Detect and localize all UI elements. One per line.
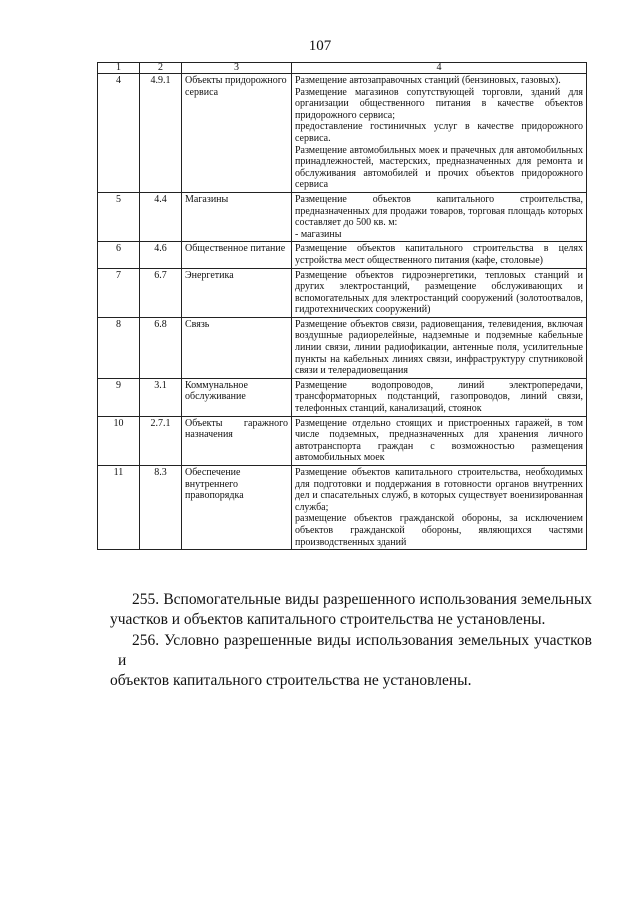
- row-number: 8: [98, 317, 140, 378]
- use-name: Коммунальное обслуживание: [182, 378, 292, 416]
- description-paragraph: - магазины: [295, 228, 342, 240]
- table-header-row: [98, 63, 587, 74]
- table-row: [98, 466, 587, 550]
- use-code: 4.4: [140, 192, 182, 241]
- use-description: [292, 466, 587, 550]
- paragraph-line: участков и объектов капитального строительства не установлены.: [110, 611, 546, 628]
- description-paragraph: Размещение объектов капитального строительства, необходимых для подготовки и поддержания в готовности органов внутренних дел и спасательных служб, в которых существует военизированная служба;: [295, 467, 583, 513]
- use-description: [292, 416, 587, 465]
- paragraph-255: [110, 590, 592, 630]
- page-number: 107: [308, 38, 332, 54]
- use-name: Объекты гаражного назначения: [182, 416, 292, 465]
- use-name: Общественное питание: [182, 242, 292, 268]
- use-description: [292, 378, 587, 416]
- paragraph-256: [110, 631, 592, 691]
- description-paragraph: Размещение водопроводов, линий электропередачи, трансформаторных подстанций, газопроводов, линий связи, телефонных станций, канализаций, стоянок: [295, 379, 583, 415]
- use-code: 4.9.1: [140, 74, 182, 193]
- paragraph-line: 256. Условно разрешенные виды использования земельных участков и: [118, 632, 592, 669]
- paragraph-line: объектов капитального строительства не установлены.: [110, 672, 472, 689]
- table-row: [98, 378, 587, 416]
- description-paragraph: размещение объектов гражданской обороны, за исключением объектов гражданской обороны, являющихся частями производственных зданий: [295, 513, 583, 548]
- use-code: 4.6: [140, 242, 182, 268]
- use-name: Энергетика: [182, 268, 292, 317]
- use-description: [292, 317, 587, 378]
- table-row: [98, 192, 587, 241]
- row-number: 4: [98, 74, 140, 193]
- row-number: 7: [98, 268, 140, 317]
- use-description: [292, 74, 587, 193]
- row-number: 9: [98, 378, 140, 416]
- description-paragraph: Размещение автозаправочных станций (бензиновых, газовых).: [295, 75, 561, 86]
- description-paragraph: Размещение автомобильных моек и прачечных для автомобильных принадлежностей, мастерских, предназначенных для ремонта и обслуживания автомобилей и прочих объектов придорожного сервиса: [295, 144, 583, 191]
- description-paragraph: предоставление гостиничных услуг в качестве придорожного сервиса.: [295, 121, 583, 144]
- use-name: Объекты придорожного сервиса: [182, 74, 292, 193]
- description-paragraph: Размещение объектов капитального строительства в целях устройства мест общественного питания (кафе, столовые): [295, 243, 583, 266]
- table-row: [98, 268, 587, 317]
- use-code: 8.3: [140, 466, 182, 550]
- table-row: [98, 74, 587, 193]
- header-cell: 1: [98, 63, 140, 74]
- table-row: [98, 317, 587, 378]
- header-cell: 3: [182, 63, 292, 74]
- description-paragraph: Размещение объектов капитального строительства, предназначенных для продажи товаров, торговая площадь которых составляет до 500 кв. м:: [295, 193, 583, 229]
- use-name: Обеспечение внутреннего правопорядка: [182, 466, 292, 550]
- use-name: Магазины: [182, 192, 292, 241]
- header-cell: 2: [140, 63, 182, 74]
- table-row: [98, 242, 587, 268]
- description-paragraph: Размещение магазинов сопутствующей торговли, зданий для организации общественного питания в качестве объектов придорожного сервиса;: [295, 86, 583, 121]
- row-number: 11: [98, 466, 140, 550]
- description-paragraph: Размещение объектов связи, радиовещания, телевидения, включая воздушные радиорелейные, надземные и подземные кабельные линии связи, линии радиофикации, антенные поля, усилительные пункты на кабельных линиях связи, инфраструктуру спутниковой связи и телерадиовещания: [295, 318, 583, 377]
- use-code: 6.7: [140, 268, 182, 317]
- row-number: 6: [98, 242, 140, 268]
- description-paragraph: Размещение объектов гидроэнергетики, тепловых станций и других электростанций, размещение обслуживающих и вспомогательных для электростанций сооружений (золотоотвалов, гидротехнических сооружений): [295, 269, 583, 316]
- land-use-table: [97, 62, 587, 550]
- use-description: [292, 242, 587, 268]
- header-cell: 4: [292, 63, 587, 74]
- use-code: 2.7.1: [140, 416, 182, 465]
- description-paragraph: Размещение отдельно стоящих и пристроенных гаражей, в том числе подземных, предназначенных для хранения личного автотранспорта граждан с возможностью размещения автомобильных моек: [295, 417, 583, 464]
- table-row: [98, 416, 587, 465]
- use-description: [292, 192, 587, 241]
- use-code: 3.1: [140, 378, 182, 416]
- use-code: 6.8: [140, 317, 182, 378]
- paragraph-line: 255. Вспомогательные виды разрешенного использования земельных: [132, 591, 592, 608]
- use-name: Связь: [182, 317, 292, 378]
- row-number: 10: [98, 416, 140, 465]
- use-description: [292, 268, 587, 317]
- row-number: 5: [98, 192, 140, 241]
